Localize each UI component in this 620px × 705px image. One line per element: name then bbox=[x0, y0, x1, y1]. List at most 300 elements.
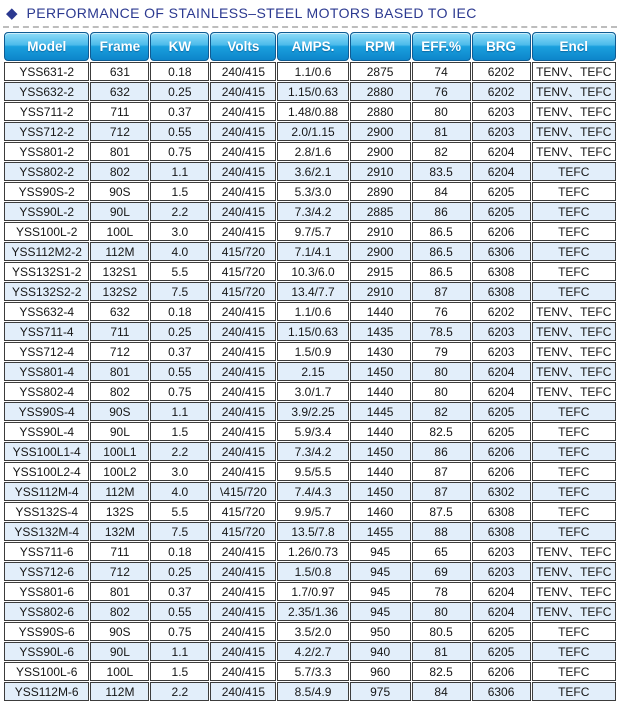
table-cell: TEFC bbox=[532, 402, 616, 421]
table-cell: 8.5/4.9 bbox=[277, 682, 348, 701]
table-cell: 415/720 bbox=[210, 502, 276, 521]
table-row bbox=[4, 622, 616, 641]
table-cell: 6203 bbox=[472, 322, 531, 341]
table-cell: 86 bbox=[412, 442, 471, 461]
table-cell: 6203 bbox=[472, 542, 531, 561]
table-cell: 632 bbox=[90, 82, 149, 101]
table-cell: 3.5/2.0 bbox=[277, 622, 348, 641]
table-cell: 5.9/3.4 bbox=[277, 422, 348, 441]
table-cell: 76 bbox=[412, 82, 471, 101]
table-cell: 132M bbox=[90, 522, 149, 541]
table-cell: 100L1 bbox=[90, 442, 149, 461]
table-cell: 1.15/0.63 bbox=[277, 82, 348, 101]
table-cell: 6205 bbox=[472, 422, 531, 441]
table-cell: 0.37 bbox=[150, 582, 209, 601]
table-cell: 7.1/4.1 bbox=[277, 242, 348, 261]
table-cell: 1430 bbox=[350, 342, 411, 361]
table-cell: 3.0 bbox=[150, 222, 209, 241]
table-cell: 945 bbox=[350, 602, 411, 621]
table-cell: 1.48/0.88 bbox=[277, 102, 348, 121]
table-cell: TEFC bbox=[532, 502, 616, 521]
column-header-brg[interactable]: BRG bbox=[472, 32, 531, 61]
table-cell: 5.5 bbox=[150, 502, 209, 521]
table-cell: YSS132M-4 bbox=[4, 522, 89, 541]
table-cell: TEFC bbox=[532, 162, 616, 181]
table-cell: 86.5 bbox=[412, 262, 471, 281]
table-cell: 1445 bbox=[350, 402, 411, 421]
table-cell: YSS711-2 bbox=[4, 102, 89, 121]
table-cell: 90L bbox=[90, 642, 149, 661]
table-row bbox=[4, 442, 616, 461]
table-cell: YSS631-2 bbox=[4, 62, 89, 81]
table-cell: TENV、TEFC bbox=[532, 542, 616, 561]
table-cell: 2880 bbox=[350, 102, 411, 121]
table-cell: 415/720 bbox=[210, 522, 276, 541]
table-cell: 1.1 bbox=[150, 162, 209, 181]
table-cell: 801 bbox=[90, 362, 149, 381]
table-cell: 631 bbox=[90, 62, 149, 81]
table-cell: 240/415 bbox=[210, 682, 276, 701]
table-cell: 6204 bbox=[472, 382, 531, 401]
table-cell: 0.55 bbox=[150, 602, 209, 621]
table-cell: 6202 bbox=[472, 62, 531, 81]
table-row bbox=[4, 282, 616, 301]
table-cell: 2900 bbox=[350, 242, 411, 261]
table-cell: 0.75 bbox=[150, 622, 209, 641]
table-cell: 7.5 bbox=[150, 522, 209, 541]
table-cell: 5.5 bbox=[150, 262, 209, 281]
table-cell: 84 bbox=[412, 182, 471, 201]
table-cell: 2.0/1.15 bbox=[277, 122, 348, 141]
table-cell: 2.15 bbox=[277, 362, 348, 381]
table-cell: TENV、TEFC bbox=[532, 342, 616, 361]
table-cell: TEFC bbox=[532, 442, 616, 461]
table-cell: 9.7/5.7 bbox=[277, 222, 348, 241]
table-cell: 0.55 bbox=[150, 122, 209, 141]
table-cell: 0.25 bbox=[150, 562, 209, 581]
table-cell: YSS112M2-2 bbox=[4, 242, 89, 261]
table-row bbox=[4, 62, 616, 81]
table-cell: 801 bbox=[90, 142, 149, 161]
table-cell: 6206 bbox=[472, 222, 531, 241]
table-cell: 87 bbox=[412, 482, 471, 501]
table-cell: \415/720 bbox=[210, 482, 276, 501]
table-cell: YSS712-2 bbox=[4, 122, 89, 141]
table-cell: 240/415 bbox=[210, 582, 276, 601]
column-header-rpm[interactable]: RPM bbox=[350, 32, 411, 61]
table-cell: 1435 bbox=[350, 322, 411, 341]
table-row bbox=[4, 482, 616, 501]
table-row bbox=[4, 222, 616, 241]
table-row bbox=[4, 642, 616, 661]
table-row bbox=[4, 142, 616, 161]
motors-performance-table bbox=[3, 31, 617, 702]
table-cell: YSS801-4 bbox=[4, 362, 89, 381]
table-cell: YSS100L1-4 bbox=[4, 442, 89, 461]
table-cell: 1.5 bbox=[150, 662, 209, 681]
table-cell: 240/415 bbox=[210, 622, 276, 641]
table-cell: YSS112M-4 bbox=[4, 482, 89, 501]
table-cell: 240/415 bbox=[210, 362, 276, 381]
table-cell: 82.5 bbox=[412, 662, 471, 681]
table-row bbox=[4, 162, 616, 181]
table-row bbox=[4, 602, 616, 621]
table-cell: 240/415 bbox=[210, 222, 276, 241]
column-header-encl[interactable]: Encl bbox=[532, 32, 616, 61]
table-cell: 1.5/0.9 bbox=[277, 342, 348, 361]
table-cell: YSS90S-6 bbox=[4, 622, 89, 641]
table-cell: YSS132S2-2 bbox=[4, 282, 89, 301]
table-cell: YSS711-4 bbox=[4, 322, 89, 341]
table-cell: 6308 bbox=[472, 502, 531, 521]
table-cell: 240/415 bbox=[210, 202, 276, 221]
table-cell: TEFC bbox=[532, 202, 616, 221]
table-cell: TENV、TEFC bbox=[532, 362, 616, 381]
table-cell: 3.0/1.7 bbox=[277, 382, 348, 401]
table-cell: 240/415 bbox=[210, 342, 276, 361]
dashed-divider bbox=[3, 26, 617, 28]
table-cell: 6204 bbox=[472, 142, 531, 161]
table-cell: 0.37 bbox=[150, 342, 209, 361]
table-cell: 69 bbox=[412, 562, 471, 581]
table-cell: TEFC bbox=[532, 242, 616, 261]
table-cell: TEFC bbox=[532, 522, 616, 541]
table-cell: 6203 bbox=[472, 122, 531, 141]
table-cell: 2880 bbox=[350, 82, 411, 101]
table-row bbox=[4, 102, 616, 121]
table-cell: 6202 bbox=[472, 82, 531, 101]
table-cell: YSS802-4 bbox=[4, 382, 89, 401]
table-cell: 82 bbox=[412, 402, 471, 421]
table-cell: 0.55 bbox=[150, 362, 209, 381]
table-cell: YSS100L-2 bbox=[4, 222, 89, 241]
table-cell: 6308 bbox=[472, 262, 531, 281]
table-cell: 90L bbox=[90, 202, 149, 221]
table-cell: 1455 bbox=[350, 522, 411, 541]
table-cell: YSS802-2 bbox=[4, 162, 89, 181]
table-row bbox=[4, 562, 616, 581]
table-cell: 76 bbox=[412, 302, 471, 321]
table-cell: 4.0 bbox=[150, 482, 209, 501]
table-cell: 100L bbox=[90, 662, 149, 681]
table-cell: 0.25 bbox=[150, 322, 209, 341]
table-cell: 240/415 bbox=[210, 142, 276, 161]
table-cell: 7.3/4.2 bbox=[277, 442, 348, 461]
table-cell: 1.1/0.6 bbox=[277, 62, 348, 81]
table-cell: TEFC bbox=[532, 182, 616, 201]
page-title: PERFORMANCE OF STAINLESS–STEEL MOTORS BASED TO IEC bbox=[26, 5, 477, 21]
column-header-frame[interactable]: Frame bbox=[90, 32, 149, 61]
column-header-model[interactable]: Model bbox=[4, 32, 89, 61]
table-cell: 950 bbox=[350, 622, 411, 641]
table-cell: 1440 bbox=[350, 422, 411, 441]
table-cell: TENV、TEFC bbox=[532, 102, 616, 121]
table-cell: 6206 bbox=[472, 662, 531, 681]
table-row bbox=[4, 82, 616, 101]
table-cell: YSS112M-6 bbox=[4, 682, 89, 701]
table-row bbox=[4, 422, 616, 441]
table-row bbox=[4, 182, 616, 201]
table-row bbox=[4, 542, 616, 561]
table-cell: 6205 bbox=[472, 622, 531, 641]
table-cell: 240/415 bbox=[210, 542, 276, 561]
diamond-icon: ◆ bbox=[6, 4, 18, 22]
table-cell: YSS90L-4 bbox=[4, 422, 89, 441]
table-cell: 1450 bbox=[350, 482, 411, 501]
table-cell: TEFC bbox=[532, 482, 616, 501]
table-cell: 712 bbox=[90, 122, 149, 141]
table-cell: YSS90S-4 bbox=[4, 402, 89, 421]
table-cell: 82.5 bbox=[412, 422, 471, 441]
table-cell: 1.5 bbox=[150, 182, 209, 201]
table-row bbox=[4, 382, 616, 401]
table-cell: TENV、TEFC bbox=[532, 382, 616, 401]
table-cell: 711 bbox=[90, 542, 149, 561]
table-cell: 1.7/0.97 bbox=[277, 582, 348, 601]
table-cell: 112M bbox=[90, 242, 149, 261]
table-cell: TENV、TEFC bbox=[532, 82, 616, 101]
table-row bbox=[4, 402, 616, 421]
table-cell: TENV、TEFC bbox=[532, 322, 616, 341]
table-cell: 712 bbox=[90, 342, 149, 361]
table-cell: 6205 bbox=[472, 642, 531, 661]
table-cell: 0.25 bbox=[150, 82, 209, 101]
table-cell: 6206 bbox=[472, 462, 531, 481]
table-row bbox=[4, 302, 616, 321]
table-cell: 6308 bbox=[472, 522, 531, 541]
table-cell: TEFC bbox=[532, 622, 616, 641]
table-cell: YSS132S-4 bbox=[4, 502, 89, 521]
table-cell: 112M bbox=[90, 482, 149, 501]
table-row bbox=[4, 682, 616, 701]
table-cell: 240/415 bbox=[210, 162, 276, 181]
table-cell: 240/415 bbox=[210, 402, 276, 421]
table-row bbox=[4, 262, 616, 281]
table-cell: TENV、TEFC bbox=[532, 602, 616, 621]
table-cell: TENV、TEFC bbox=[532, 122, 616, 141]
table-row bbox=[4, 242, 616, 261]
table-cell: 0.75 bbox=[150, 142, 209, 161]
table-cell: 80 bbox=[412, 102, 471, 121]
table-cell: 2915 bbox=[350, 262, 411, 281]
table-cell: 1450 bbox=[350, 442, 411, 461]
table-cell: 80 bbox=[412, 362, 471, 381]
table-cell: YSS712-6 bbox=[4, 562, 89, 581]
table-cell: 632 bbox=[90, 302, 149, 321]
table-cell: 945 bbox=[350, 542, 411, 561]
table-cell: 84 bbox=[412, 682, 471, 701]
table-cell: 240/415 bbox=[210, 182, 276, 201]
table-cell: 78.5 bbox=[412, 322, 471, 341]
table-cell: 1.1 bbox=[150, 402, 209, 421]
table-cell: 3.0 bbox=[150, 462, 209, 481]
section-title-bar bbox=[3, 2, 617, 24]
table-cell: 7.4/4.3 bbox=[277, 482, 348, 501]
table-cell: 6306 bbox=[472, 242, 531, 261]
table-cell: 90S bbox=[90, 402, 149, 421]
table-cell: YSS90L-2 bbox=[4, 202, 89, 221]
table-cell: 90S bbox=[90, 182, 149, 201]
table-cell: 2.2 bbox=[150, 682, 209, 701]
table-cell: 960 bbox=[350, 662, 411, 681]
table-cell: TENV、TEFC bbox=[532, 62, 616, 81]
table-cell: TEFC bbox=[532, 282, 616, 301]
table-cell: 940 bbox=[350, 642, 411, 661]
table-cell: 13.4/7.7 bbox=[277, 282, 348, 301]
table-cell: 79 bbox=[412, 342, 471, 361]
table-cell: 132S1 bbox=[90, 262, 149, 281]
table-cell: 2900 bbox=[350, 142, 411, 161]
table-cell: YSS712-4 bbox=[4, 342, 89, 361]
table-cell: TEFC bbox=[532, 682, 616, 701]
table-cell: 0.18 bbox=[150, 62, 209, 81]
column-header-eff[interactable]: EFF.% bbox=[412, 32, 471, 61]
table-cell: 415/720 bbox=[210, 262, 276, 281]
table-cell: TENV、TEFC bbox=[532, 582, 616, 601]
table-cell: 240/415 bbox=[210, 102, 276, 121]
column-header-amps[interactable]: AMPS. bbox=[277, 32, 348, 61]
table-cell: 2885 bbox=[350, 202, 411, 221]
table-cell: YSS100L-6 bbox=[4, 662, 89, 681]
table-cell: 0.37 bbox=[150, 102, 209, 121]
table-cell: 4.0 bbox=[150, 242, 209, 261]
table-cell: 88 bbox=[412, 522, 471, 541]
table-cell: 83.5 bbox=[412, 162, 471, 181]
table-cell: 240/415 bbox=[210, 442, 276, 461]
table-cell: 6204 bbox=[472, 362, 531, 381]
table-row bbox=[4, 462, 616, 481]
table-cell: 240/415 bbox=[210, 122, 276, 141]
table-cell: YSS90S-2 bbox=[4, 182, 89, 201]
table-cell: 1.5 bbox=[150, 422, 209, 441]
table-cell: TENV、TEFC bbox=[532, 302, 616, 321]
table-cell: 2.2 bbox=[150, 442, 209, 461]
table-cell: 240/415 bbox=[210, 422, 276, 441]
table-row bbox=[4, 322, 616, 341]
table-cell: 6205 bbox=[472, 202, 531, 221]
table-cell: 80 bbox=[412, 382, 471, 401]
table-cell: 240/415 bbox=[210, 462, 276, 481]
table-cell: 240/415 bbox=[210, 642, 276, 661]
table-cell: 2.35/1.36 bbox=[277, 602, 348, 621]
table-cell: 6306 bbox=[472, 682, 531, 701]
table-cell: 712 bbox=[90, 562, 149, 581]
table-cell: 240/415 bbox=[210, 382, 276, 401]
table-cell: TEFC bbox=[532, 222, 616, 241]
table-cell: 5.7/3.3 bbox=[277, 662, 348, 681]
table-cell: YSS90L-6 bbox=[4, 642, 89, 661]
table-cell: 132S2 bbox=[90, 282, 149, 301]
table-cell: TEFC bbox=[532, 422, 616, 441]
table-cell: 975 bbox=[350, 682, 411, 701]
table-cell: 90L bbox=[90, 422, 149, 441]
table-cell: 7.3/4.2 bbox=[277, 202, 348, 221]
table-cell: 802 bbox=[90, 162, 149, 181]
table-cell: 2910 bbox=[350, 222, 411, 241]
table-cell: TEFC bbox=[532, 262, 616, 281]
table-cell: 240/415 bbox=[210, 302, 276, 321]
table-cell: YSS801-6 bbox=[4, 582, 89, 601]
table-cell: 6308 bbox=[472, 282, 531, 301]
table-cell: 1440 bbox=[350, 382, 411, 401]
table-cell: 802 bbox=[90, 602, 149, 621]
column-header-kw[interactable]: KW bbox=[150, 32, 209, 61]
table-cell: YSS632-2 bbox=[4, 82, 89, 101]
table-cell: 82 bbox=[412, 142, 471, 161]
table-cell: YSS132S1-2 bbox=[4, 262, 89, 281]
table-cell: 240/415 bbox=[210, 322, 276, 341]
table-cell: TENV、TEFC bbox=[532, 562, 616, 581]
table-cell: 13.5/7.8 bbox=[277, 522, 348, 541]
table-cell: 80.5 bbox=[412, 622, 471, 641]
table-cell: 90S bbox=[90, 622, 149, 641]
table-cell: 6206 bbox=[472, 442, 531, 461]
table-cell: 6203 bbox=[472, 562, 531, 581]
table-cell: 1.15/0.63 bbox=[277, 322, 348, 341]
table-cell: 1.5/0.8 bbox=[277, 562, 348, 581]
table-row bbox=[4, 522, 616, 541]
table-cell: 945 bbox=[350, 562, 411, 581]
table-cell: 802 bbox=[90, 382, 149, 401]
table-cell: TEFC bbox=[532, 662, 616, 681]
table-cell: 415/720 bbox=[210, 282, 276, 301]
table-cell: 711 bbox=[90, 322, 149, 341]
column-header-volts[interactable]: Volts bbox=[210, 32, 276, 61]
table-cell: 6202 bbox=[472, 302, 531, 321]
table-cell: 2.8/1.6 bbox=[277, 142, 348, 161]
table-cell: 100L2 bbox=[90, 462, 149, 481]
table-cell: YSS711-6 bbox=[4, 542, 89, 561]
table-cell: 87 bbox=[412, 462, 471, 481]
table-cell: 6203 bbox=[472, 102, 531, 121]
table-cell: 80 bbox=[412, 602, 471, 621]
table-cell: 81 bbox=[412, 642, 471, 661]
table-cell: 1.1/0.6 bbox=[277, 302, 348, 321]
table-cell: 78 bbox=[412, 582, 471, 601]
table-cell: 6204 bbox=[472, 602, 531, 621]
table-cell: 415/720 bbox=[210, 242, 276, 261]
table-cell: 2910 bbox=[350, 282, 411, 301]
table-cell: 2875 bbox=[350, 62, 411, 81]
table-cell: 240/415 bbox=[210, 62, 276, 81]
table-cell: 6204 bbox=[472, 162, 531, 181]
table-cell: 9.5/5.5 bbox=[277, 462, 348, 481]
table-cell: 10.3/6.0 bbox=[277, 262, 348, 281]
table-cell: 6302 bbox=[472, 482, 531, 501]
table-cell: YSS801-2 bbox=[4, 142, 89, 161]
table-row bbox=[4, 122, 616, 141]
table-row bbox=[4, 662, 616, 681]
table-cell: 240/415 bbox=[210, 82, 276, 101]
table-cell: 65 bbox=[412, 542, 471, 561]
table-cell: 100L bbox=[90, 222, 149, 241]
table-cell: 240/415 bbox=[210, 562, 276, 581]
table-row bbox=[4, 342, 616, 361]
table-cell: 240/415 bbox=[210, 602, 276, 621]
table-cell: 1450 bbox=[350, 362, 411, 381]
table-cell: YSS802-6 bbox=[4, 602, 89, 621]
table-cell: 74 bbox=[412, 62, 471, 81]
table-cell: 9.9/5.7 bbox=[277, 502, 348, 521]
table-cell: 3.6/2.1 bbox=[277, 162, 348, 181]
table-cell: 86.5 bbox=[412, 222, 471, 241]
table-cell: 0.18 bbox=[150, 302, 209, 321]
table-cell: TEFC bbox=[532, 462, 616, 481]
table-cell: 6203 bbox=[472, 342, 531, 361]
table-cell: YSS632-4 bbox=[4, 302, 89, 321]
table-cell: 6205 bbox=[472, 182, 531, 201]
table-cell: 2910 bbox=[350, 162, 411, 181]
